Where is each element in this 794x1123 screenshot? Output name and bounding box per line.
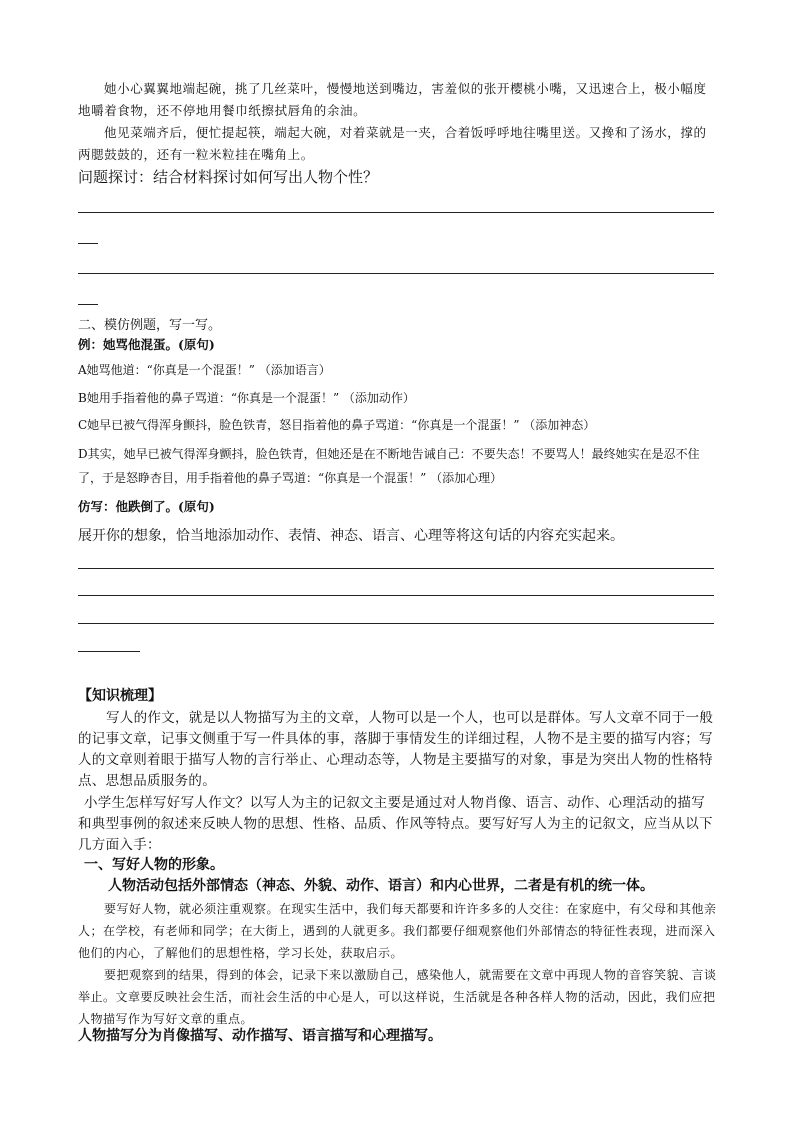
example-original: 例：她骂他混蛋。(原句): [78, 337, 215, 352]
question-heading: 问题探讨：结合材料探讨如何写出人物个性？: [78, 168, 379, 186]
answer-line[interactable]: [78, 568, 714, 569]
knowledge-paragraph-2: 小学生怎样写好写人作文？以写人为主的记叙文主要是通过对人物肖像、语言、动作、心理活动的描写和典型事例的叙述来反映人物的思想、性格、品质、作风等特点。要写好写人为主的记叙文，应当从以下几方面入手：: [78, 795, 713, 853]
knowledge-paragraph-4: 要把观察到的结果，得到的体会，记录下来以激励自己，感染他人，就需要在文章中再现人物的音容笑貌、言谈举止。文章要反映社会生活，而社会生活的中心是人，可以这样说，生活就是各种各样人物的活动，因此，我们应把人物描写作为写好文章的重点。: [78, 968, 717, 1026]
example-b: B她用手指着他的鼻子骂道：“你真是一个混蛋！” （添加动作）: [78, 391, 415, 405]
answer-line-stub[interactable]: [78, 304, 98, 305]
answer-line[interactable]: [78, 212, 714, 213]
knowledge-heading-1: 一、写好人物的形象。: [84, 857, 224, 873]
example-c: C她早已被气得浑身颤抖，脸色铁青，怒目指着他的鼻子骂道：“你真是一个混蛋！” （添加神态）: [78, 418, 596, 432]
knowledge-paragraph-1: 写人的作文，就是以人物描写为主的文章，人物可以是一个人，也可以是群体。写人文章不同于一般的记事文章，记事文侧重于写一件具体的事，落脚于事情发生的详细过程，人物不是主要的描写内容；写人的文章则着眼于描写人物的言行举止、心理动态等，人物是主要描写的对象，事是为突出人物的性格特点、思想品质服务的。: [78, 710, 714, 789]
passage-paragraph-1: 她小心翼翼地端起碗，挑了几丝菜叶，慢慢地送到嘴边，害羞似的张开樱桃小嘴，又迅速合上，极小幅度地嚼着食物，还不停地用餐巾纸擦拭唇角的余油。: [78, 81, 707, 118]
answer-line[interactable]: [78, 595, 714, 596]
knowledge-heading-3: 人物描写分为肖像描写、动作描写、语言描写和心理描写。: [78, 1028, 442, 1044]
example-a: A她骂他道：“你真是一个混蛋！” （添加语言）: [78, 363, 331, 377]
answer-line[interactable]: [78, 273, 714, 274]
example-d: D其实，她早已被气得浑身颤抖，脸色铁青，但她还是在不断地告诫自己：不要失态！不要骂人！最终她实在是忍不住了，于是怒睁杏目，用手指着他的鼻子骂道：“你真是一个混蛋！” （添加心理）: [78, 447, 700, 485]
answer-line[interactable]: [78, 623, 714, 624]
section-two-title: 二、模仿例题，写一写。: [78, 318, 222, 333]
imitate-original: 仿写：他跌倒了。(原句): [78, 499, 215, 514]
answer-line-stub[interactable]: [78, 243, 98, 244]
imitate-instruction: 展开你的想象，恰当地添加动作、表情、神态、语言、心理等将这句话的内容充实起来。: [78, 528, 624, 544]
passage-paragraph-2: 他见菜端齐后，便忙提起筷，端起大碗，对着菜就是一夹，合着饭呼呼地往嘴里送。又搀和了汤水，撑的两腮鼓鼓的，还有一粒米粒挂在嘴角上。: [78, 125, 707, 162]
knowledge-paragraph-3: 要写好人物，就必须注重观察。在现实生活中，我们每天都要和许许多多的人交往：在家庭中，有父母和其他亲人；在学校，有老师和同学；在大街上，遇到的人就更多。我们都要仔细观察他们外部情态的特征性表现，进而深入他们的内心，了解他们的思想性格，学习长处，获取启示。: [78, 902, 717, 960]
knowledge-heading-2: 人物活动包括外部情态（神态、外貌、动作、语言）和内心世界，二者是有机的统一体。: [108, 878, 654, 894]
answer-line-stub[interactable]: [78, 651, 140, 652]
knowledge-title: 【知识梳理】: [78, 688, 162, 704]
